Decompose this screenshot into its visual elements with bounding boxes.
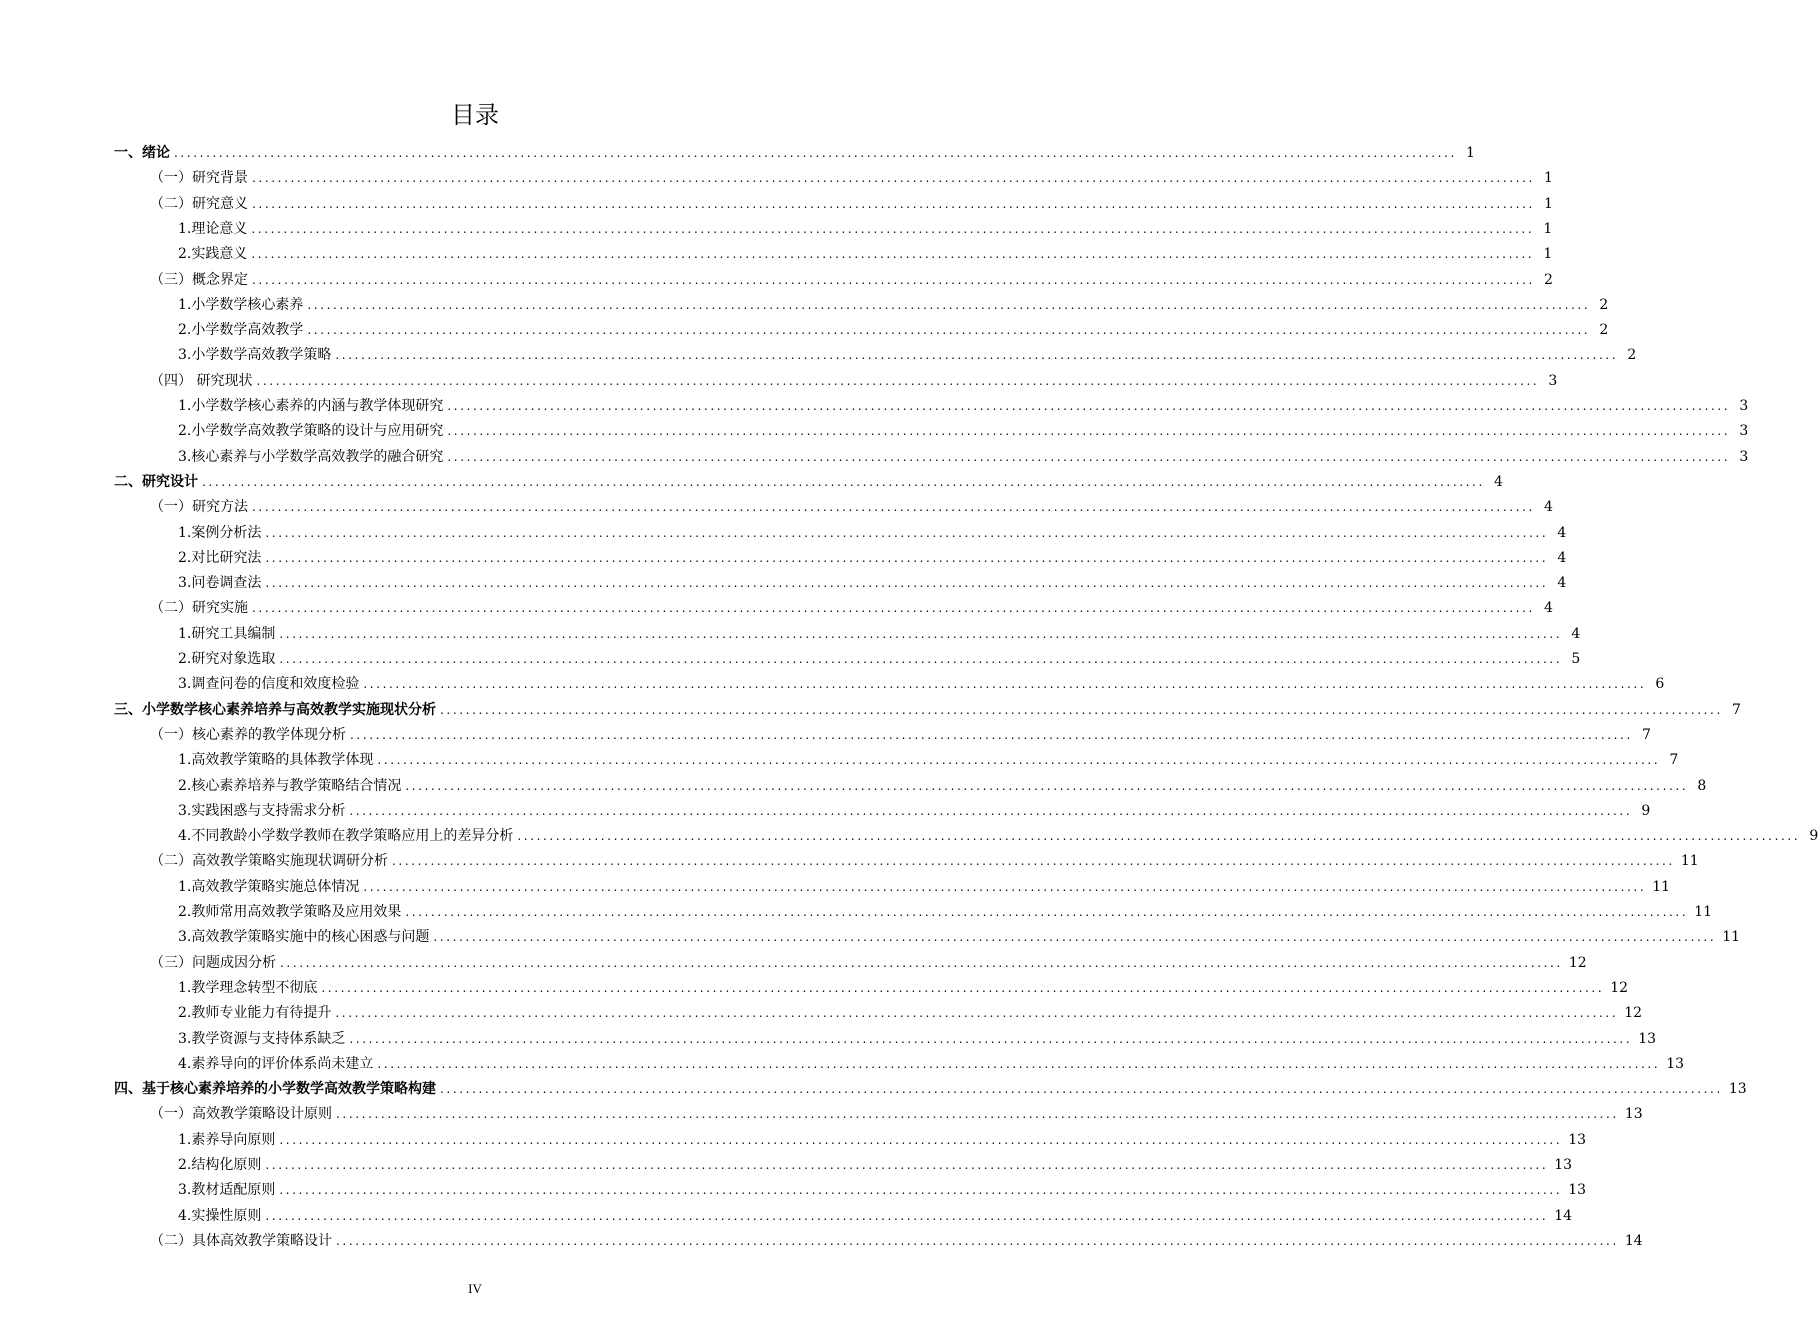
toc-entry-page: 13	[1728, 1081, 1747, 1098]
toc-entry[interactable]	[178, 521, 1567, 546]
toc-leader-dots: ........................................................................................................................................................................................................	[307, 323, 1591, 338]
toc-leader-dots: ........................................................................................................................................................................................................	[377, 753, 1661, 768]
page-number: IV	[468, 1281, 482, 1296]
toc-entry[interactable]	[178, 976, 1629, 1001]
toc-entry-page: 2	[1627, 347, 1637, 364]
toc-leader-dots: ........................................................................................................................................................................................................	[280, 955, 1563, 970]
toc-entry[interactable]	[178, 419, 1749, 444]
toc-leader-dots: ........................................................................................................................................................................................................	[256, 373, 1540, 388]
toc-leader-dots: ........................................................................................................................................................................................................	[252, 171, 1535, 186]
toc-entry-label: （二）高效教学策略实施现状调研分析	[150, 853, 388, 870]
toc-entry-page: 7	[1641, 726, 1651, 743]
toc-entry[interactable]	[150, 1229, 1643, 1254]
toc-entry-page: 11	[1680, 853, 1699, 870]
toc-entry-page: 14	[1554, 1207, 1573, 1224]
toc-entry[interactable]	[178, 1128, 1587, 1153]
toc-entry-page: 7	[1731, 701, 1741, 718]
toc-entry-page: 13	[1624, 1106, 1643, 1123]
toc-entry[interactable]	[150, 1102, 1643, 1127]
toc-entry-label: （一）核心素养的教学体现分析	[150, 726, 346, 743]
toc-entry[interactable]	[178, 799, 1651, 824]
toc-entry[interactable]	[114, 698, 1741, 723]
toc-entry[interactable]	[150, 369, 1558, 394]
toc-entry[interactable]	[150, 596, 1553, 621]
toc-title: 目录	[451, 101, 499, 129]
toc-entry[interactable]	[178, 925, 1741, 950]
toc-entry-label: 1.案例分析法	[178, 524, 262, 541]
toc-entry[interactable]	[114, 1077, 1747, 1102]
toc-entry-page: 4	[1557, 524, 1567, 541]
toc-entry-label: （二）研究意义	[150, 195, 248, 212]
toc-leader-dots: ........................................................................................................................................................................................................	[363, 677, 1647, 692]
toc-leader-dots: ........................................................................................................................................................................................................	[349, 1031, 1633, 1046]
toc-leader-dots: ........................................................................................................................................................................................................	[447, 449, 1731, 464]
toc-entry[interactable]	[178, 748, 1679, 773]
toc-leader-dots: ........................................................................................................................................................................................................	[405, 905, 1689, 919]
toc-entry-label: 2.教师专业能力有待提升	[178, 1005, 332, 1022]
toc-entry[interactable]	[178, 1027, 1657, 1052]
toc-entry[interactable]	[178, 1001, 1643, 1026]
toc-entry-label: 三、小学数学核心素养培养与高效教学实施现状分析	[114, 701, 436, 718]
toc-entry[interactable]	[178, 1153, 1573, 1178]
toc-entry-label: 3.小学数学高效教学策略	[178, 347, 332, 364]
toc-entry-page: 1	[1543, 170, 1553, 187]
toc-leader-dots: ........................................................................................................................................................................................................	[336, 1233, 1619, 1248]
toc-entry-page: 3	[1739, 448, 1749, 465]
toc-entry-label: （二）具体高效教学策略设计	[150, 1232, 332, 1249]
toc-entry-label: 2.小学数学高效教学策略的设计与应用研究	[178, 423, 444, 440]
toc-entry[interactable]	[114, 141, 1475, 166]
toc-entry[interactable]	[150, 951, 1587, 976]
toc-entry[interactable]	[178, 1204, 1573, 1229]
toc-entry[interactable]	[178, 293, 1609, 318]
toc-entry-page: 5	[1571, 651, 1581, 667]
toc-entry[interactable]	[178, 242, 1553, 267]
toc-leader-dots: ........................................................................................................................................................................................................	[336, 1107, 1619, 1122]
toc-entry-label: 二、研究设计	[114, 473, 198, 490]
toc-entry-page: 13	[1568, 1131, 1587, 1148]
toc-leader-dots: ........................................................................................................................................................................................................	[265, 550, 1549, 565]
toc-leader-dots: ........................................................................................................................................................................................................	[517, 829, 1801, 844]
toc-entry-page: 4	[1543, 600, 1553, 617]
toc-entry-page: 2	[1599, 322, 1609, 339]
toc-entry-label: 1.小学数学核心素养的内涵与教学体现研究	[178, 398, 444, 414]
toc-leader-dots: ........................................................................................................................................................................................................	[447, 399, 1731, 413]
toc-entry-label: （一）研究方法	[150, 499, 248, 516]
toc-leader-dots: ........................................................................................................................................................................................................	[279, 1183, 1563, 1198]
toc-entry-label: （二）研究实施	[150, 600, 248, 617]
toc-entry-label: （四） 研究现状	[150, 372, 253, 389]
toc-entry-label: 一、绪论	[114, 145, 170, 161]
toc-entry-label: 1.教学理念转型不彻底	[178, 979, 318, 996]
toc-entry[interactable]	[150, 723, 1651, 748]
toc-entry-page: 13	[1638, 1030, 1657, 1047]
toc-entry-page: 13	[1568, 1182, 1587, 1199]
toc-leader-dots: ........................................................................................................................................................................................................	[363, 879, 1647, 894]
toc-entry-page: 1	[1543, 195, 1553, 212]
toc-entry-label: 四、基于核心素养培养的小学数学高效教学策略构建	[114, 1081, 436, 1098]
toc-entry[interactable]	[178, 394, 1749, 419]
toc-leader-dots: ........................................................................................................................................................................................................	[251, 221, 1535, 236]
toc-leader-dots: ........................................................................................................................................................................................................	[174, 146, 1457, 160]
toc-entry[interactable]	[178, 546, 1567, 571]
toc-entry-label: 1.高效教学策略实施总体情况	[178, 878, 360, 895]
toc-entry-page: 4	[1557, 575, 1567, 592]
toc-entry-page: 9	[1809, 828, 1818, 845]
toc-entry-label: 3.调查问卷的信度和效度检验	[178, 676, 360, 693]
toc-entry-label: 1.素养导向原则	[178, 1131, 276, 1148]
toc-entry-page: 2	[1599, 296, 1609, 313]
toc-entry-page: 4	[1543, 499, 1553, 516]
toc-entry-label: 3.教材适配原则	[178, 1182, 276, 1199]
toc-entry-page: 1	[1465, 145, 1475, 161]
toc-leader-dots: ........................................................................................................................................................................................................	[349, 803, 1633, 818]
toc-leader-dots: ........................................................................................................................................................................................................	[335, 1006, 1619, 1021]
toc-entry-page: 4	[1493, 473, 1503, 490]
toc-leader-dots: ........................................................................................................................................................................................................	[279, 652, 1563, 666]
toc-entry-page: 11	[1694, 904, 1713, 920]
toc-entry-page: 4	[1557, 549, 1567, 566]
toc-entry-label: 2.结构化原则	[178, 1157, 262, 1173]
toc-entry-page: 1	[1543, 220, 1553, 237]
toc-entry-label: 4.不同教龄小学数学教师在教学策略应用上的差异分析	[178, 828, 514, 845]
toc-entry-page: 2	[1543, 271, 1553, 288]
toc-entry-page: 12	[1610, 979, 1629, 996]
toc-entry-label: 3.教学资源与支持体系缺乏	[178, 1030, 346, 1047]
toc-entry-page: 11	[1722, 929, 1741, 946]
toc-leader-dots: ........................................................................................................................................................................................................	[405, 778, 1689, 793]
toc-leader-dots: ........................................................................................................................................................................................................	[252, 601, 1535, 616]
toc-entry[interactable]	[178, 672, 1665, 697]
toc-entry-label: 2.对比研究法	[178, 549, 262, 566]
toc-entry[interactable]	[178, 900, 1713, 925]
toc-leader-dots: ........................................................................................................................................................................................................	[279, 626, 1563, 641]
toc-leader-dots: ........................................................................................................................................................................................................	[307, 297, 1591, 312]
toc-leader-dots: ........................................................................................................................................................................................................	[251, 247, 1535, 262]
toc-entry-label: （一）研究背景	[150, 170, 248, 187]
toc-leader-dots: ........................................................................................................................................................................................................	[335, 348, 1619, 363]
toc-leader-dots: ........................................................................................................................................................................................................	[252, 196, 1535, 211]
toc-entry[interactable]	[150, 268, 1553, 293]
toc-entry-label: 2.小学数学高效教学	[178, 322, 304, 339]
toc-leader-dots: ........................................................................................................................................................................................................	[447, 424, 1731, 439]
toc-leader-dots: ........................................................................................................................................................................................................	[377, 1056, 1661, 1071]
toc-entry-label: 2.教师常用高效教学策略及应用效果	[178, 904, 402, 920]
toc-entry-label: 3.高效教学策略实施中的核心困惑与问题	[178, 929, 430, 946]
toc-entry-label: 1.小学数学核心素养	[178, 296, 304, 313]
toc-entry[interactable]	[178, 343, 1637, 368]
toc-entry-page: 3	[1739, 398, 1749, 414]
toc-entry[interactable]	[178, 445, 1749, 470]
toc-entry[interactable]	[178, 1052, 1685, 1077]
toc-leader-dots: ........................................................................................................................................................................................................	[252, 272, 1535, 287]
toc-leader-dots: ........................................................................................................................................................................................................	[265, 1158, 1549, 1172]
toc-entry-page: 4	[1571, 625, 1581, 642]
toc-entry[interactable]	[150, 192, 1553, 217]
toc-entry-page: 11	[1652, 878, 1671, 895]
toc-entry-page: 9	[1641, 802, 1651, 819]
toc-leader-dots: ........................................................................................................................................................................................................	[265, 576, 1549, 591]
toc-entry-label: 3.问卷调查法	[178, 575, 262, 592]
toc-entry[interactable]	[114, 470, 1503, 495]
toc-entry[interactable]	[178, 647, 1581, 672]
toc-entry-page: 3	[1548, 372, 1558, 389]
toc-entry[interactable]	[150, 849, 1699, 874]
toc-entry[interactable]	[150, 495, 1553, 520]
toc-entry-page: 14	[1624, 1232, 1643, 1249]
toc-entry-page: 3	[1739, 423, 1749, 440]
toc-entry-label: 1.研究工具编制	[178, 625, 276, 642]
toc-entry[interactable]	[178, 318, 1609, 343]
toc-entry-page: 13	[1554, 1157, 1573, 1173]
toc-leader-dots: ........................................................................................................................................................................................................	[252, 500, 1535, 515]
toc-entry-label: 2.研究对象选取	[178, 651, 276, 667]
toc-entry-label: 2.实践意义	[178, 246, 248, 263]
toc-entry-page: 12	[1568, 954, 1587, 971]
toc-entry-page: 12	[1624, 1005, 1643, 1022]
toc-leader-dots: ........................................................................................................................................................................................................	[279, 1132, 1563, 1147]
toc-entry[interactable]	[178, 622, 1581, 647]
toc-entry[interactable]	[178, 217, 1553, 242]
toc-entry-page: 13	[1666, 1055, 1685, 1072]
toc-entry-label: 1.理论意义	[178, 220, 248, 237]
toc-entry-page: 8	[1697, 777, 1707, 794]
toc-entry-label: 2.核心素养培养与教学策略结合情况	[178, 777, 402, 794]
toc-entry-label: 4.实操性原则	[178, 1207, 262, 1224]
toc-leader-dots: ........................................................................................................................................................................................................	[392, 854, 1675, 869]
toc-entry[interactable]	[178, 1178, 1587, 1203]
toc-leader-dots: ........................................................................................................................................................................................................	[350, 727, 1633, 742]
toc-leader-dots: ........................................................................................................................................................................................................	[202, 474, 1485, 489]
toc-entry[interactable]	[178, 824, 1818, 849]
toc-leader-dots: ........................................................................................................................................................................................................	[440, 702, 1723, 717]
toc-entry-label: 4.素养导向的评价体系尚未建立	[178, 1055, 374, 1072]
toc-entry-label: （一）高效教学策略设计原则	[150, 1106, 332, 1123]
toc-entry-label: （三）问题成因分析	[150, 954, 276, 971]
toc-leader-dots: ........................................................................................................................................................................................................	[433, 930, 1717, 945]
toc-entry-label: 3.核心素养与小学数学高效教学的融合研究	[178, 448, 444, 465]
toc-entry-page: 6	[1655, 676, 1665, 693]
toc-entry[interactable]	[178, 875, 1671, 900]
toc-entry-page: 1	[1543, 246, 1553, 263]
toc-entry[interactable]	[150, 166, 1553, 191]
toc-leader-dots: ........................................................................................................................................................................................................	[440, 1082, 1723, 1097]
toc-entry[interactable]	[178, 774, 1707, 799]
toc-leader-dots: ........................................................................................................................................................................................................	[265, 1208, 1549, 1223]
toc-leader-dots: ........................................................................................................................................................................................................	[321, 980, 1605, 995]
toc-entry-label: 1.高效教学策略的具体教学体现	[178, 752, 374, 769]
toc-entry-page: 7	[1669, 752, 1679, 769]
toc-leader-dots: ........................................................................................................................................................................................................	[265, 525, 1549, 540]
toc-entry-label: 3.实践困惑与支持需求分析	[178, 802, 346, 819]
toc-entry[interactable]	[178, 571, 1567, 596]
toc-entry-label: （三）概念界定	[150, 271, 248, 288]
